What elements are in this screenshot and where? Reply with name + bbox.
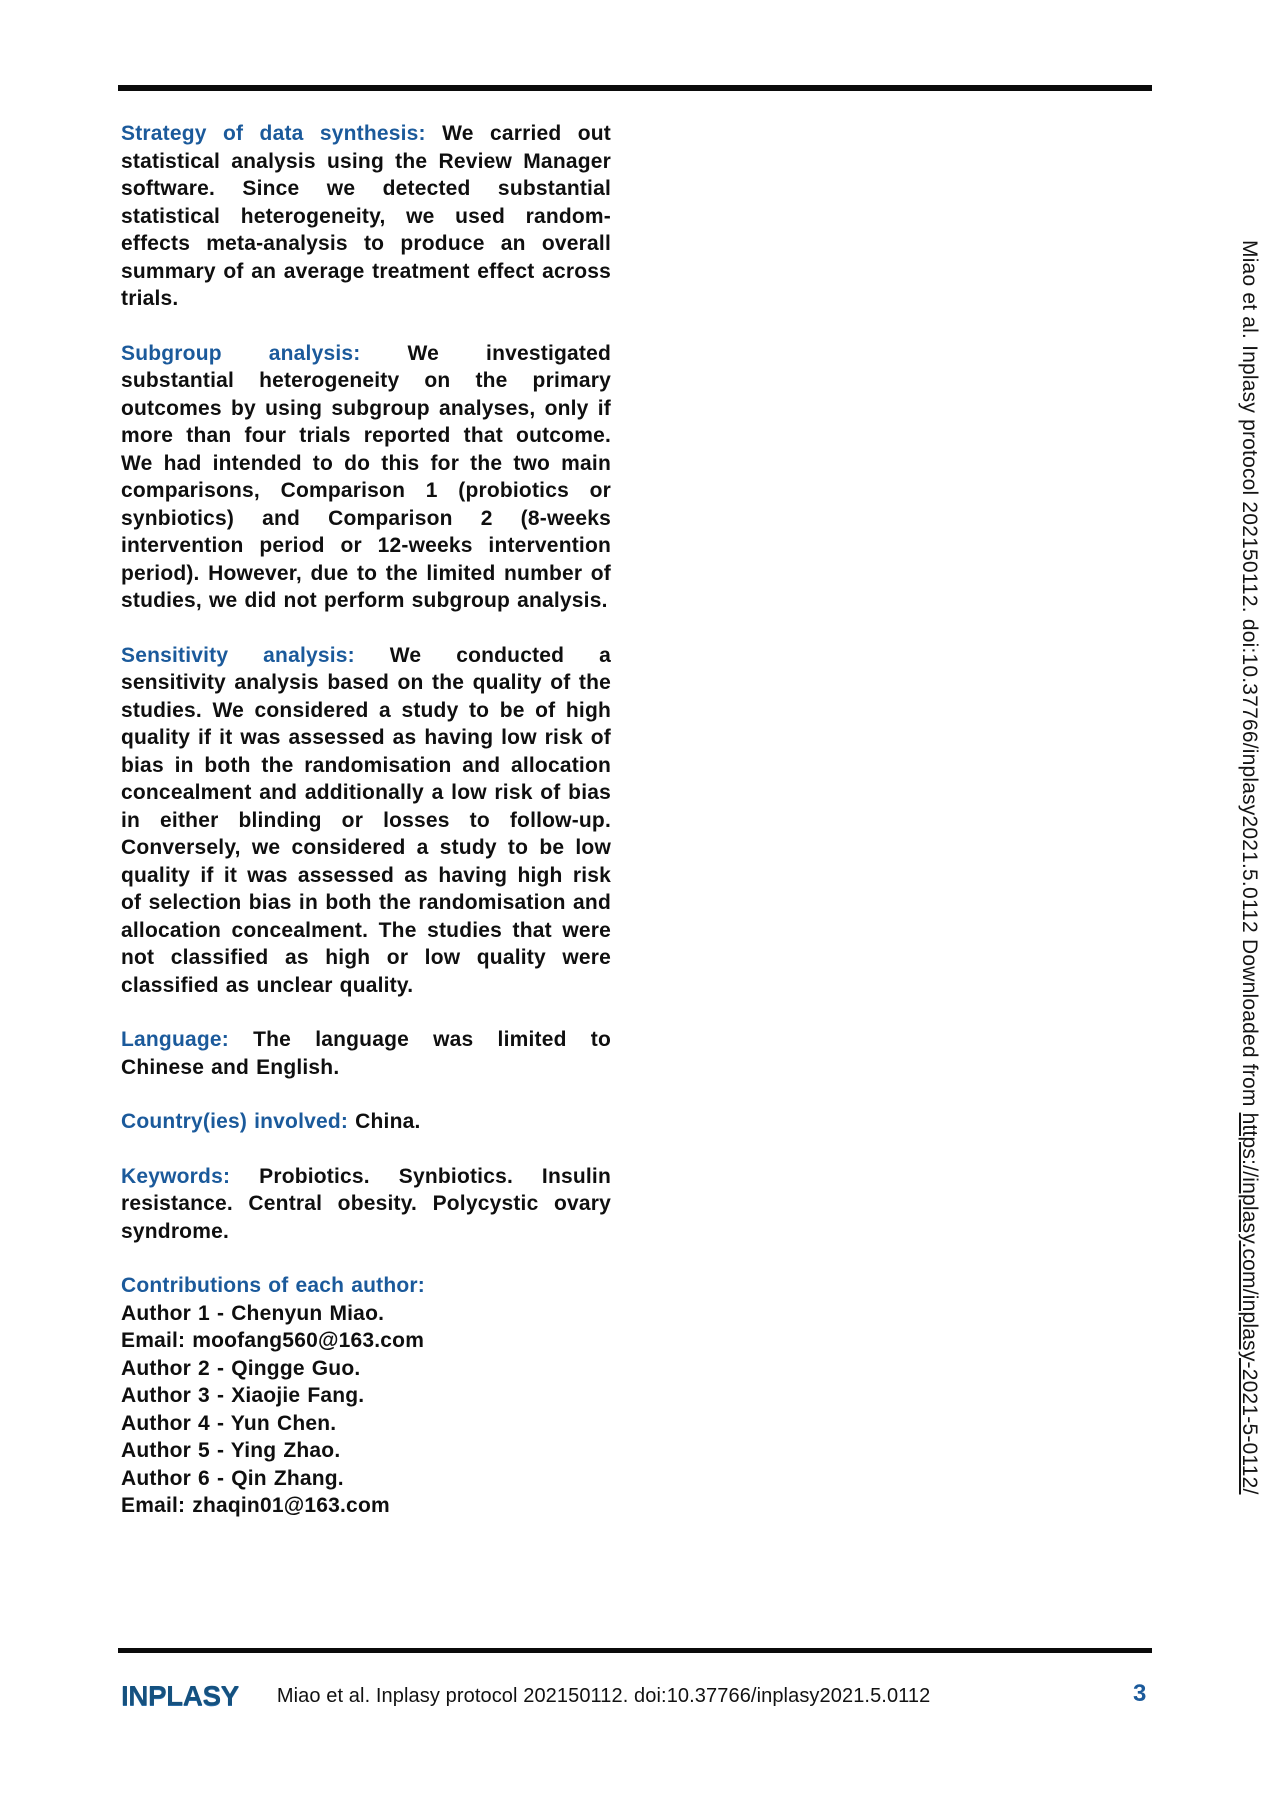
paragraph-subgroup-analysis	[121, 340, 611, 615]
section-label: Keywords:	[121, 1164, 231, 1188]
author-line: Author 5 - Ying Zhao.	[121, 1439, 341, 1462]
author-email-line: Email: zhaqin01@163.com	[121, 1494, 390, 1517]
page-footer	[121, 1676, 1152, 1716]
paragraph-contributions	[121, 1272, 611, 1520]
section-label: Sensitivity analysis:	[121, 643, 355, 667]
section-body: We carried out statistical analysis using the Review Manager software. Since we detected substantial statistical heterogeneity, we used random-effects meta-analysis to produce an overall summary of an average treatment effect across trials.	[121, 122, 611, 310]
paragraph-countries-involved	[121, 1108, 611, 1136]
bottom-divider-rule	[118, 1648, 1152, 1653]
top-divider-rule	[118, 85, 1152, 91]
section-body: We conducted a sensitivity analysis based on the quality of the studies. We considered a study to be of high quality if it was assessed as having low risk of bias in both the randomisation and allocation concealment and additionally a low risk of bias in either blinding or losses to follow-up. Conversely, we considered a study to be low quality if it was assessed as having high risk of selection bias in both the randomisation and allocation concealment. The studies that were not classified as high or low quality were classified as unclear quality.	[121, 643, 611, 997]
author-email-line: Email: moofang560@163.com	[121, 1329, 425, 1352]
main-text-column	[121, 120, 611, 1547]
author-line: Author 4 - Yun Chen.	[121, 1411, 337, 1435]
author-line: Author 6 - Qin Zhang.	[121, 1466, 344, 1490]
section-body: China.	[355, 1110, 421, 1133]
section-body: We investigated substantial heterogeneity on the primary outcomes by using subgroup analyses, only if more than four trials reported that outcome. We had intended to do this for the two main comparisons, Comparison 1 (probiotics or synbiotics) and Comparison 2 (8-weeks intervention period or 12-weeks intervention period). However, due to the limited number of studies, we did not perform subgroup analysis.	[121, 341, 611, 612]
paragraph-sensitivity-analysis	[121, 642, 611, 1000]
paragraph-language	[121, 1026, 611, 1081]
paragraph-keywords	[121, 1163, 611, 1246]
author-line: Author 1 - Chenyun Miao.	[121, 1301, 385, 1325]
sidebar-source-link[interactable]: https://inplasy.com/inplasy-2021-5-0112/	[1238, 1112, 1261, 1495]
section-label: Country(ies) involved:	[121, 1110, 349, 1133]
section-body: The language was limited to Chinese and English.	[121, 1028, 611, 1079]
author-line: Author 3 - Xiaojie Fang.	[121, 1384, 365, 1407]
section-label: Subgroup analysis:	[121, 341, 361, 365]
section-body: Probiotics. Synbiotics. Insulin resistance. Central obesity. Polycystic ovary syndrome.	[121, 1164, 611, 1243]
footer-citation: Miao et al. Inplasy protocol 202150112. doi:10.37766/inplasy2021.5.0112	[276, 1684, 931, 1707]
section-label: Language:	[121, 1028, 229, 1051]
sidebar-citation-text: Miao et al. Inplasy protocol 202150112. doi:10.37766/inplasy2021.5.0112 Downloaded from	[1238, 240, 1261, 1113]
page-number: 3	[1133, 1680, 1147, 1707]
section-label: Contributions of each author:	[121, 1274, 425, 1297]
section-label: Strategy of data synthesis:	[121, 122, 426, 145]
rotated-citation-sidebar	[1236, 240, 1262, 1495]
paragraph-strategy-of-data-synthesis	[121, 120, 611, 313]
author-line: Author 2 - Qingge Guo.	[121, 1356, 361, 1380]
inplasy-logo: INPLASY	[121, 1680, 239, 1711]
